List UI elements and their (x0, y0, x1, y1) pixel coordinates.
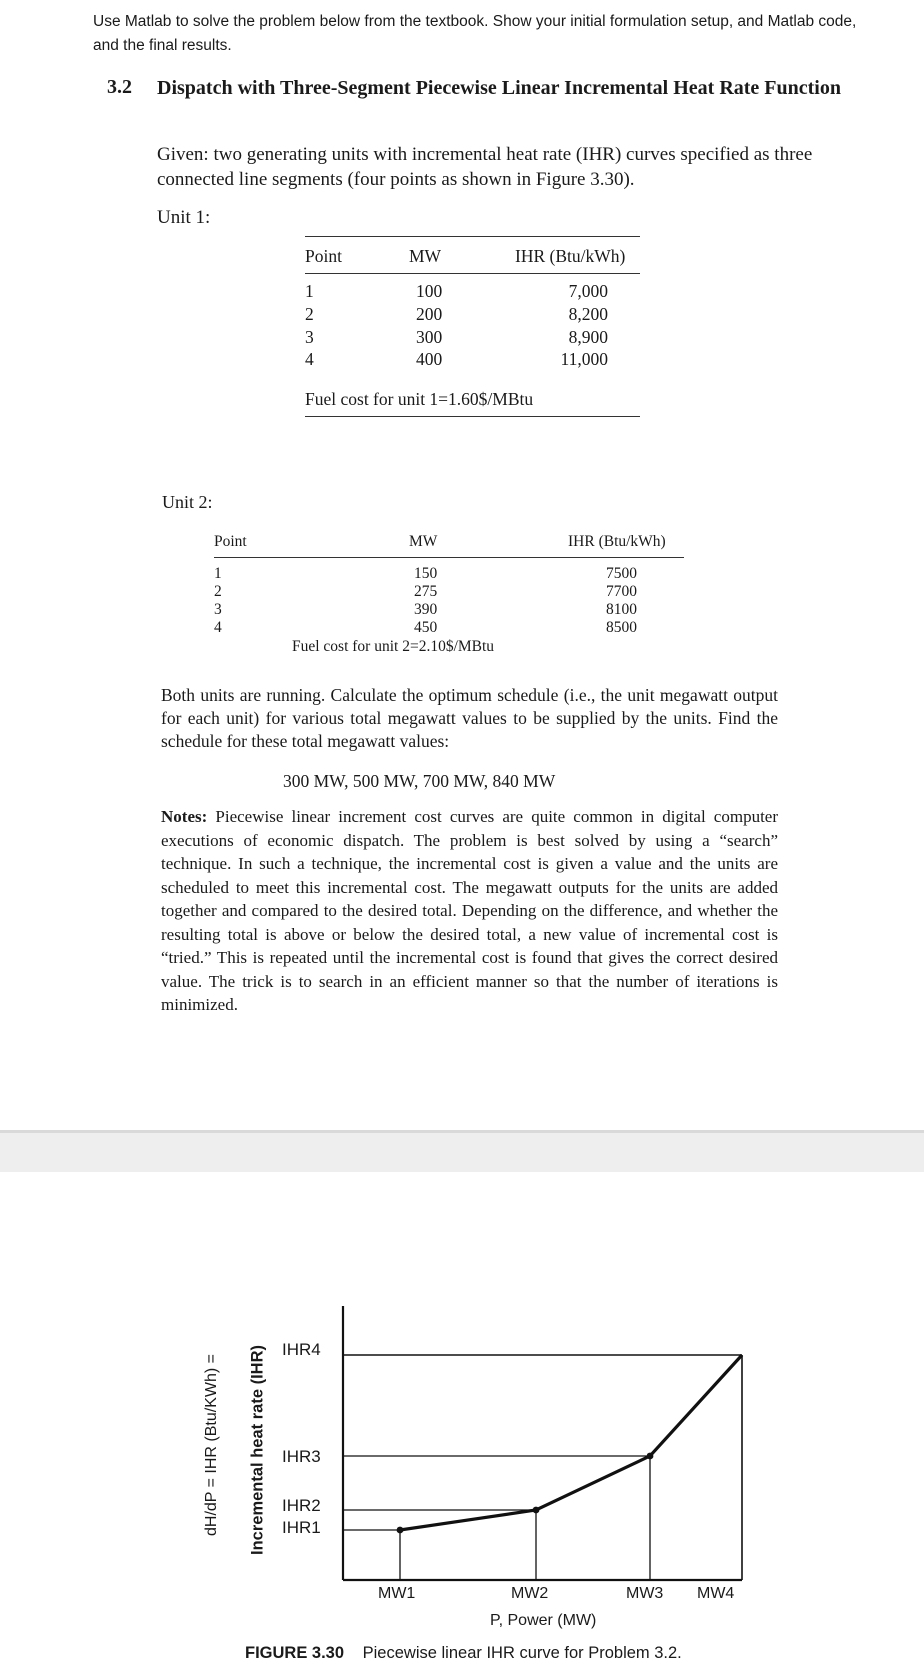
ihr-curve (400, 1355, 742, 1530)
ihr-figure (0, 1172, 924, 1679)
unit1-mw: 300 (416, 327, 443, 347)
curve-point (647, 1453, 654, 1460)
y-axis-title: Incremental heat rate (IHR) (248, 1345, 267, 1555)
table-rule (305, 236, 640, 237)
unit2-ihr: 8100 (606, 601, 637, 618)
unit2-ihr: 8500 (606, 619, 637, 636)
unit2-point: 1 (214, 565, 222, 582)
unit2-fuel-cost: Fuel cost for unit 2=2.10$/MBtu (292, 638, 495, 655)
header-ihr: IHR (Btu/kWh) (515, 246, 626, 266)
unit2-point: 2 (214, 583, 222, 600)
mw3-label: MW3 (626, 1585, 664, 1602)
notes-label: Notes: (161, 807, 208, 826)
section-separator (0, 1130, 924, 1172)
y-axis-formula: dH/dP = IHR (Btu/KWh) = (203, 1354, 220, 1536)
unit1-mw: 100 (416, 281, 443, 301)
header-mw: MW (409, 533, 438, 550)
header-ihr: IHR (Btu/kWh) (568, 533, 666, 550)
mw2-label: MW2 (511, 1585, 549, 1602)
unit2-point: 3 (214, 601, 222, 618)
header-point: Point (214, 533, 247, 550)
notes-paragraph (161, 805, 778, 1017)
unit2-mw: 390 (414, 601, 438, 618)
header-mw: MW (409, 246, 442, 266)
unit2-mw: 275 (414, 583, 438, 600)
unit1-point: 4 (305, 349, 314, 369)
unit1-fuel-cost: Fuel cost for unit 1=1.60$/MBtu (305, 389, 534, 409)
unit1-ihr: 8,200 (568, 304, 608, 324)
unit1-point: 3 (305, 327, 314, 347)
notes-text: Piecewise linear increment cost curves are quite common in digital computer executions of economic dispatch. The problem is best solved by using a “search” technique. In such a technique, the incremental cost is given a value and the units are scheduled to meet this incremental cost. The megawatt outputs for the units are added together and compared to the desired total. Depending on the difference, and whether the resulting total is above or below the desired total, a new value of incremental cost is “tried.” This is repeated until the incremental cost is found that gives the correct desired value. The trick is to search in an efficient manner so that the number of iterations is minimized. (161, 807, 778, 1014)
section-title: Dispatch with Three-Segment Piecewise Linear Incremental Heat Rate Function (157, 77, 841, 99)
section-number: 3.2 (107, 76, 132, 98)
intro-text: Use Matlab to solve the problem below from the textbook. Show your initial formulation setup, and Matlab code, and the final results. (93, 13, 857, 54)
ihr3-label: IHR3 (282, 1447, 321, 1466)
unit1-ihr: 11,000 (560, 349, 608, 369)
unit1-point: 1 (305, 281, 314, 301)
ihr2-label: IHR2 (282, 1496, 321, 1515)
table-rule (214, 557, 684, 558)
mw1-label: MW1 (378, 1585, 416, 1602)
unit2-mw: 150 (414, 565, 438, 582)
curve-point (397, 1527, 404, 1534)
unit1-mw: 200 (416, 304, 443, 324)
unit1-point: 2 (305, 304, 314, 324)
problem-paragraph: Both units are running. Calculate the optimum schedule (i.e., the unit megawatt output for each unit) for various total megawatt values to be supplied by the units. Find the schedule for these total megawatt values: (161, 685, 778, 751)
caption-text: Piecewise linear IHR curve for Problem 3.2. (362, 1644, 682, 1662)
unit2-ihr: 7700 (606, 583, 637, 600)
unit2-ihr: 7500 (606, 565, 637, 582)
given-text: Given: two generating units with incremental heat rate (IHR) curves specified as three connected line segments (four points as shown in Figure 3.30). (157, 144, 813, 190)
x-axis-title: P, Power (MW) (490, 1612, 597, 1629)
table-rule (305, 273, 640, 274)
figure-caption (245, 1644, 682, 1663)
unit1-ihr: 8,900 (568, 327, 608, 347)
unit2-mw: 450 (414, 619, 438, 636)
header-point: Point (305, 246, 342, 266)
unit2-point: 4 (214, 619, 222, 636)
caption-label: FIGURE 3.30 (245, 1644, 345, 1662)
ihr1-label: IHR1 (282, 1518, 321, 1537)
ihr4-label: IHR4 (282, 1340, 321, 1359)
unit2-label: Unit 2: (162, 492, 213, 512)
mw4-label: MW4 (697, 1585, 735, 1602)
unit1-ihr: 7,000 (568, 281, 608, 301)
curve-point (533, 1507, 540, 1514)
table-rule (305, 416, 640, 417)
unit1-label: Unit 1: (157, 207, 211, 228)
total-mw-values: 300 MW, 500 MW, 700 MW, 840 MW (283, 771, 556, 791)
unit1-mw: 400 (416, 349, 443, 369)
